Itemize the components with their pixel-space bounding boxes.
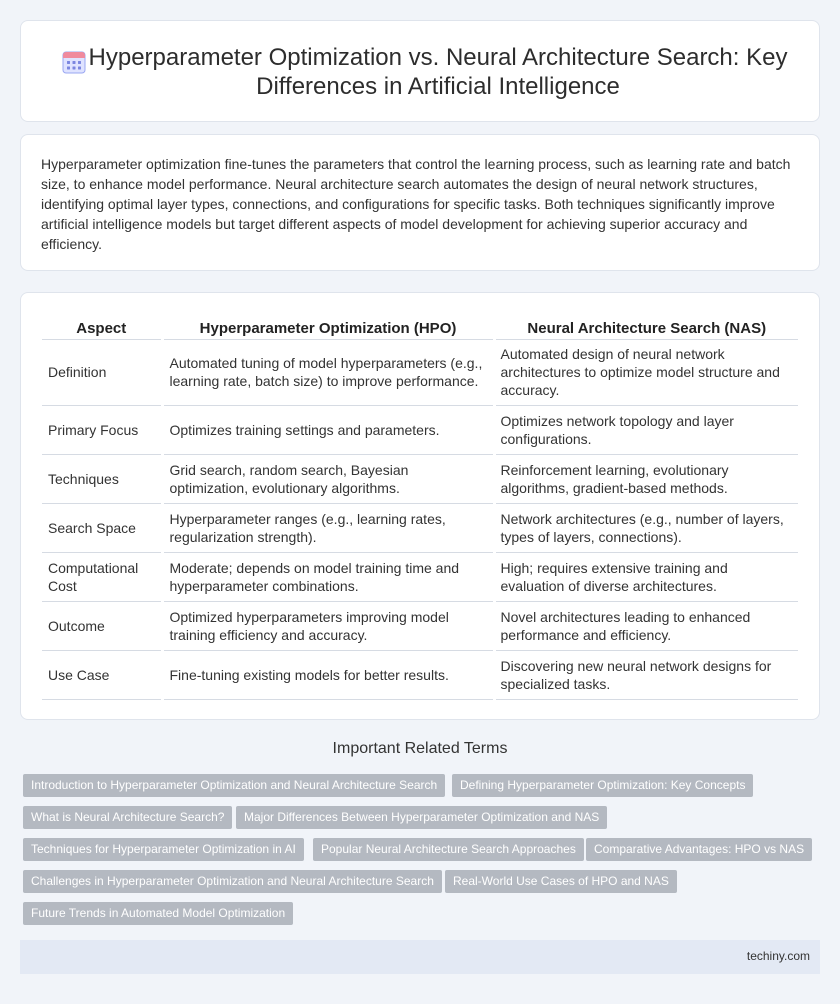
table-header-row — [42, 315, 798, 339]
cell-aspect: Use Case — [42, 650, 162, 699]
related-terms-title: Important Related Terms — [332, 740, 508, 757]
related-term-tag[interactable]: Comparative Advantages: HPO vs NAS — [586, 838, 812, 861]
page-title: Hyperparameter Optimization vs. Neural Architecture Search: Key Differences in Artificial Intelligence — [88, 44, 788, 100]
cell-aspect: Definition — [42, 339, 162, 405]
header-aspect: Aspect — [42, 315, 162, 339]
cell-hpo: Grid search, random search, Bayesian optimization, evolutionary algorithms. — [162, 454, 494, 503]
cell-nas: Novel architectures leading to enhanced performance and efficiency. — [494, 601, 798, 650]
related-term-tag[interactable]: Challenges in Hyperparameter Optimization and Neural Architecture Search — [23, 870, 442, 893]
cell-aspect: Outcome — [42, 601, 162, 650]
calendar-icon — [61, 49, 87, 75]
cell-nas: Discovering new neural network designs for specialized tasks. — [494, 650, 798, 699]
intro-card — [20, 134, 820, 271]
table-row — [42, 552, 798, 601]
cell-hpo: Fine-tuning existing models for better results. — [162, 650, 494, 699]
intro-paragraph: Hyperparameter optimization fine-tunes the parameters that control the learning process, such as learning rate and batch size, to enhance model performance. Neural architecture search automates the design of neural network structures, identifying optimal layer types, connections, and configurations for specific tasks. Both techniques significantly improve artificial intelligence models but target different aspects of model development for achieving superior accuracy and efficiency. — [41, 156, 791, 252]
table-row — [42, 405, 798, 454]
cell-nas: High; requires extensive training and evaluation of diverse architectures. — [494, 552, 798, 601]
cell-nas: Automated design of neural network architectures to optimize model structure and accuracy. — [494, 339, 798, 405]
cell-aspect: Computational Cost — [42, 552, 162, 601]
related-term-tag[interactable]: What is Neural Architecture Search? — [23, 806, 232, 829]
header-nas: Neural Architecture Search (NAS) — [494, 315, 798, 339]
cell-nas: Optimizes network topology and layer configurations. — [494, 405, 798, 454]
footer — [20, 940, 820, 974]
cell-hpo: Hyperparameter ranges (e.g., learning rates, regularization strength). — [162, 503, 494, 552]
table-row — [42, 454, 798, 503]
table-row — [42, 650, 798, 699]
table-row — [42, 339, 798, 405]
related-term-tag[interactable]: Introduction to Hyperparameter Optimization and Neural Architecture Search — [23, 774, 445, 797]
related-term-tag[interactable]: Popular Neural Architecture Search Approaches — [313, 838, 584, 861]
table-row — [42, 601, 798, 650]
cell-hpo: Optimizes training settings and parameters. — [162, 405, 494, 454]
cell-aspect: Techniques — [42, 454, 162, 503]
related-term-tag[interactable]: Real-World Use Cases of HPO and NAS — [445, 870, 677, 893]
related-term-tag[interactable]: Major Differences Between Hyperparameter Optimization and NAS — [236, 806, 607, 829]
cell-hpo: Optimized hyperparameters improving model training efficiency and accuracy. — [162, 601, 494, 650]
comparison-table — [42, 315, 798, 700]
footer-site-link[interactable]: techiny.com — [746, 949, 810, 963]
header-hpo: Hyperparameter Optimization (HPO) — [162, 315, 494, 339]
cell-aspect: Search Space — [42, 503, 162, 552]
cell-aspect: Primary Focus — [42, 405, 162, 454]
comparison-table-card — [20, 292, 820, 720]
cell-hpo: Automated tuning of model hyperparameters (e.g., learning rate, batch size) to improve performance. — [162, 339, 494, 405]
related-term-tag[interactable]: Future Trends in Automated Model Optimization — [23, 902, 293, 925]
table-row — [42, 503, 798, 552]
related-term-tag[interactable]: Techniques for Hyperparameter Optimization in AI — [23, 838, 304, 861]
cell-nas: Reinforcement learning, evolutionary algorithms, gradient-based methods. — [494, 454, 798, 503]
title-card — [20, 20, 820, 122]
cell-nas: Network architectures (e.g., number of layers, types of layers, connections). — [494, 503, 798, 552]
related-term-tag[interactable]: Defining Hyperparameter Optimization: Key Concepts — [452, 774, 753, 797]
cell-hpo: Moderate; depends on model training time and hyperparameter combinations. — [162, 552, 494, 601]
